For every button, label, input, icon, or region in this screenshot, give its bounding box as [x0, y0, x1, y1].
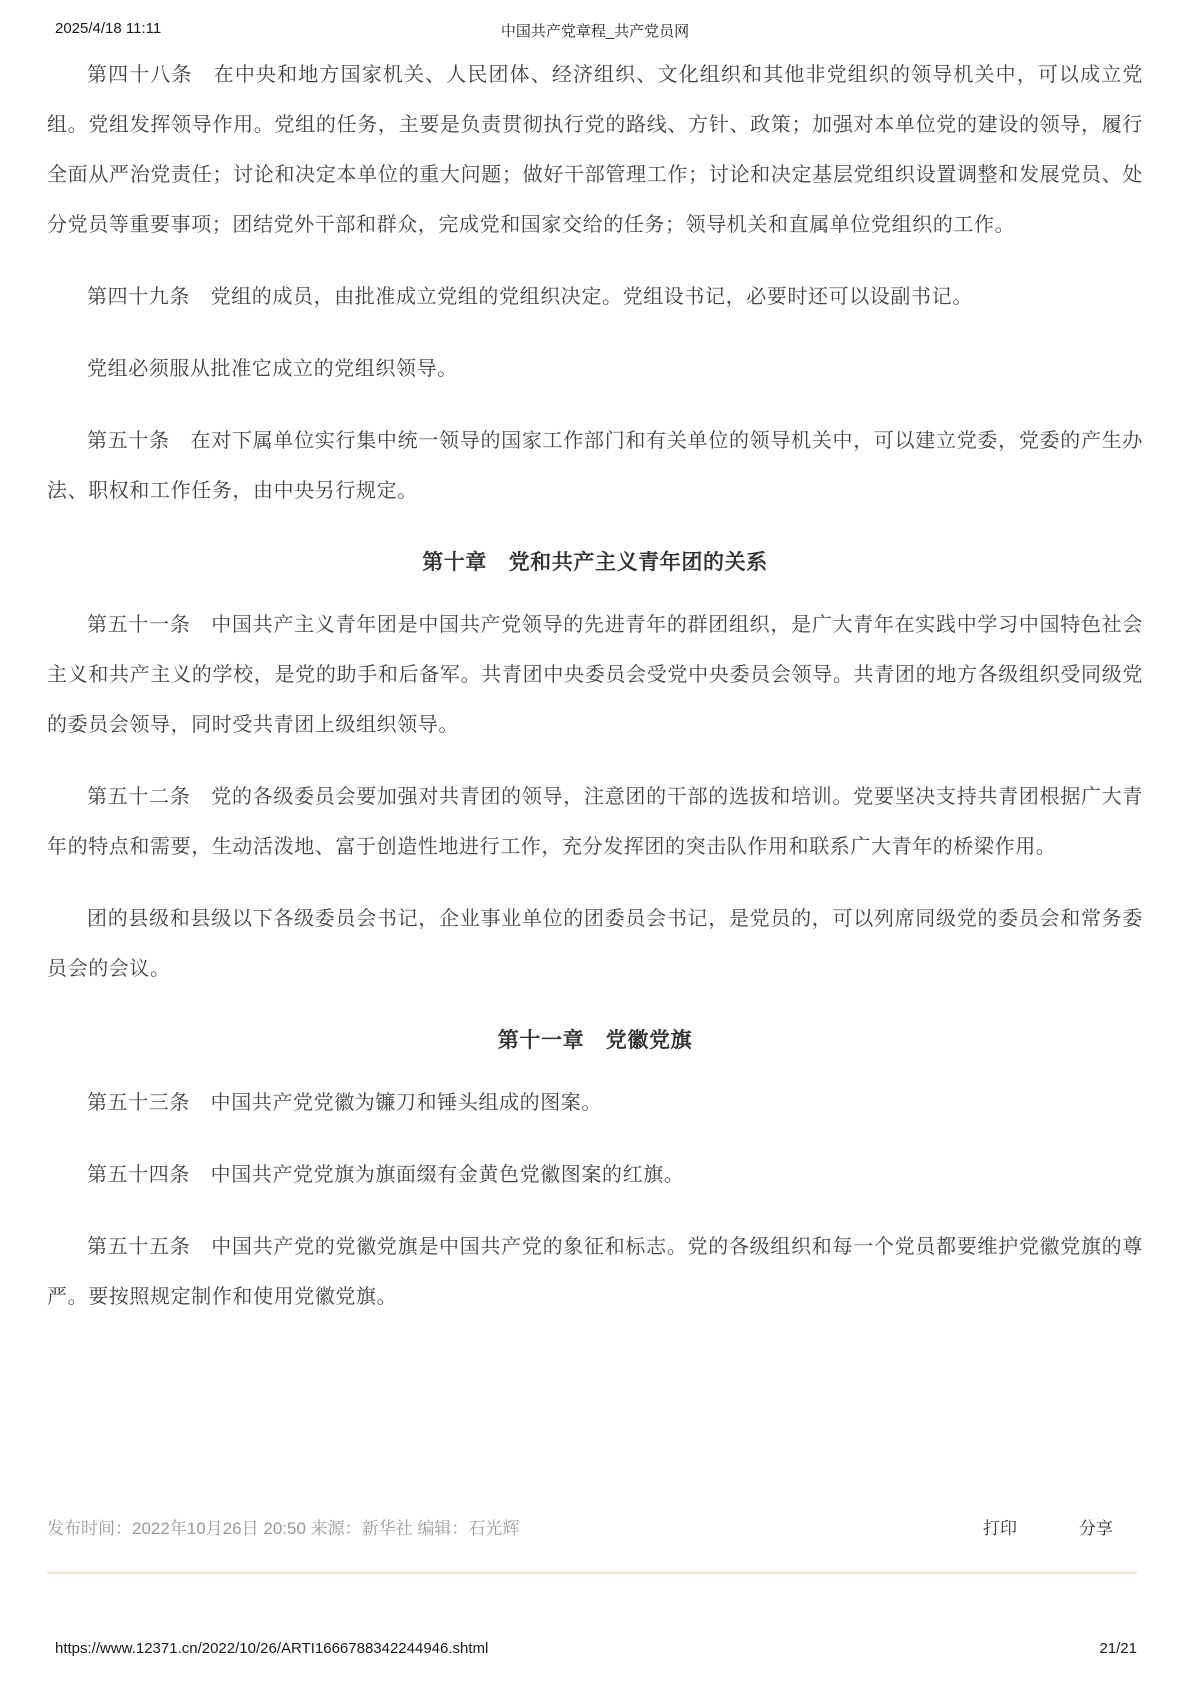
divider — [47, 1572, 1137, 1574]
article-body — [47, 50, 1143, 1344]
chapter-heading: 第十一章 党徽党旗 — [497, 1029, 693, 1052]
article-paragraph: 第四十九条 党组的成员，由批准成立党组的党组织决定。党组设书记，必要时还可以设副书记。 — [87, 286, 973, 308]
article-paragraph: 第四十八条 在中央和地方国家机关、人民团体、经济组织、文化组织和其他非党组织的领导机关中，可以成立党组。党组发挥领导作用。党组的任务，主要是负责贯彻执行党的路线、方针、政策；加强对本单位党的建设的领导，履行全面从严治党责任；讨论和决定本单位的重大问题；做好干部管理工作；讨论和决定基层党组织设置调整和发展党员、处分党员等重要事项；团结党外干部和群众，完成党和国家交给的任务；领导机关和直属单位党组织的工作。 — [47, 64, 1143, 236]
article-paragraph: 第五十四条 中国共产党党旗为旗面缀有金黄色党徽图案的红旗。 — [87, 1164, 685, 1186]
footer-page-number: 21/21 — [1099, 1640, 1137, 1657]
article-paragraph: 团的县级和县级以下各级委员会书记，企业事业单位的团委员会书记，是党员的，可以列席同级党的委员会和常务委员会的会议。 — [47, 908, 1143, 980]
article-paragraph: 第五十二条 党的各级委员会要加强对共青团的领导，注意团的干部的选拔和培训。党要坚决支持共青团根据广大青年的特点和需要，生动活泼地、富于创造性地进行工作，充分发挥团的突击队作用和联系广大青年的桥梁作用。 — [47, 786, 1143, 858]
chapter-heading: 第十章 党和共产主义青年团的关系 — [422, 551, 768, 574]
print-footer — [55, 1640, 1137, 1657]
share-button[interactable]: 分享 — [1079, 1519, 1113, 1538]
article-paragraph: 第五十三条 中国共产党党徽为镰刀和锤头组成的图案。 — [87, 1092, 602, 1114]
footer-url: https://www.12371.cn/2022/10/26/ARTI1666788342244946.shtml — [55, 1640, 489, 1657]
article-paragraph: 第五十一条 中国共产主义青年团是中国共产党领导的先进青年的群团组织，是广大青年在实践中学习中国特色社会主义和共产主义的学校，是党的助手和后备军。共青团中央委员会受党中央委员会领导。共青团的地方各级组织受同级党的委员会领导，同时受共青团上级组织领导。 — [47, 614, 1143, 736]
print-button[interactable]: 打印 — [983, 1519, 1017, 1538]
print-header — [0, 20, 1190, 40]
publish-meta: 发布时间：2022年10月26日 20:50 来源：新华社 编辑：石光辉 — [47, 1519, 520, 1538]
print-header-datetime: 2025/4/18 11:11 — [55, 20, 162, 37]
publish-meta-bar — [47, 1514, 1137, 1544]
article-paragraph: 党组必须服从批准它成立的党组织领导。 — [87, 358, 458, 380]
article-paragraph: 第五十条 在对下属单位实行集中统一领导的国家工作部门和有关单位的领导机关中，可以建立党委，党委的产生办法、职权和工作任务，由中央另行规定。 — [47, 430, 1143, 502]
print-header-title: 中国共产党章程_共产党员网 — [500, 23, 690, 40]
article-paragraph: 第五十五条 中国共产党的党徽党旗是中国共产党的象征和标志。党的各级组织和每一个党员都要维护党徽党旗的尊严。要按照规定制作和使用党徽党旗。 — [47, 1236, 1143, 1308]
article-actions — [983, 1514, 1137, 1544]
